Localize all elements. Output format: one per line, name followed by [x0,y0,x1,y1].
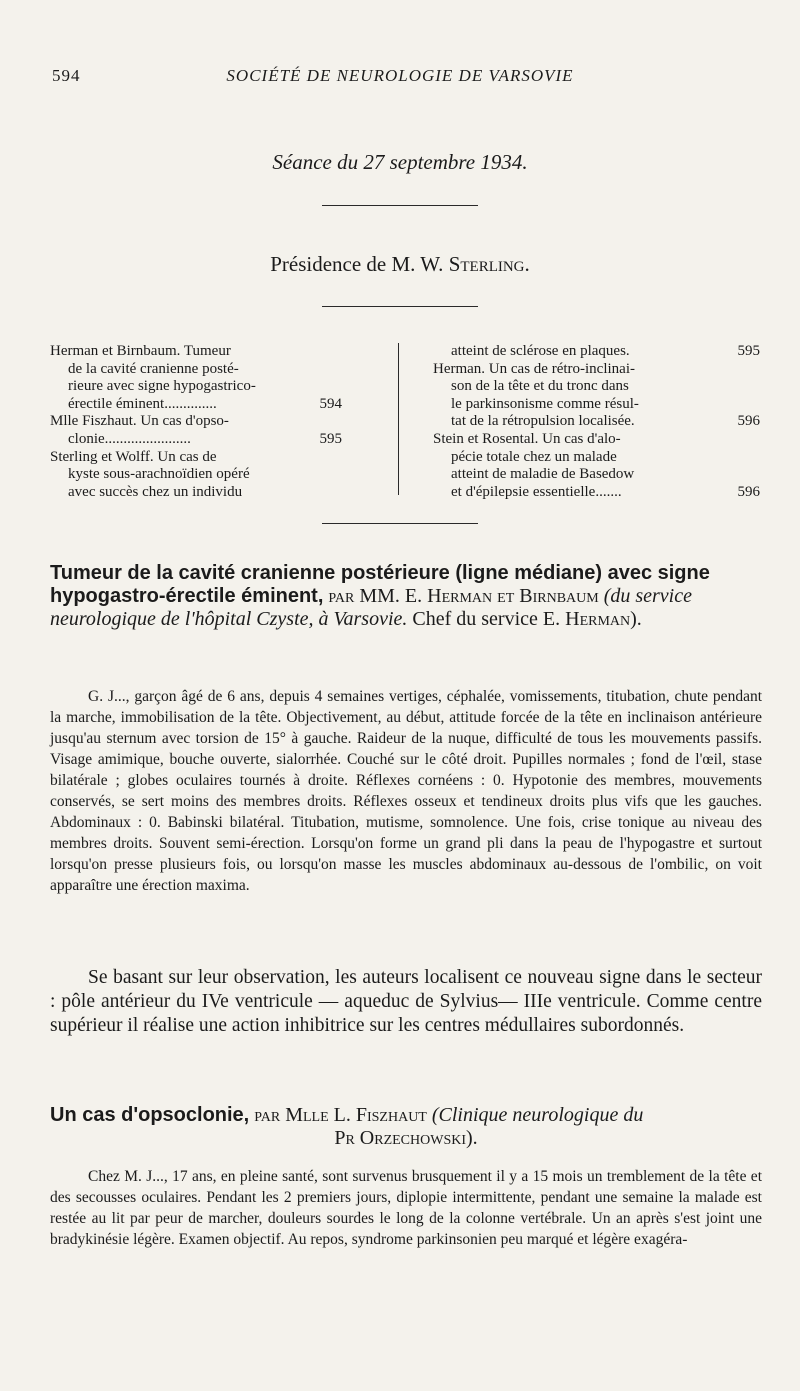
toc-line: Stein et Rosental. Un cas d'alo- [433,430,621,447]
toc-column-right [433,343,760,501]
article-author: par Mlle L. Fiszhaut [249,1104,432,1126]
toc-line: son de la tête et du tronc dans [451,378,629,395]
article-affiliation-rest: Chef du service [407,608,538,630]
toc-line: atteint de sclérose en plaques. [451,343,630,359]
toc-line: rieure avec signe hypogastrico- [68,378,256,395]
presidency-prefix: Présidence de M. W. [270,252,449,276]
toc-line: atteint de maladie de Basedow [451,466,635,483]
article-authors: par MM. E. Herman et Birnbaum [323,585,599,607]
toc-column-divider [398,343,399,495]
divider-rule [322,523,478,524]
toc-entry [433,361,760,431]
toc-page: 596 [737,413,760,430]
toc-entry [50,449,342,502]
running-title: SOCIÉTÉ DE NEUROLOGIE DE VARSOVIE [226,66,574,85]
session-heading: Séance du 27 septembre 1934. [272,150,528,174]
article-title [50,562,762,631]
toc-line: clonie....................... [68,430,191,447]
article-conclusion: Se basant sur leur observation, les auteurs localisent ce nouveau signe dans le secteur : pôle antérieur du IVe ventricule — aqueduc de Sylvius— IIIe ventricule. Comme centre supérieur il réalise une action inhibitrice sur les centres médullaires subordonnés. [50,967,762,1036]
article-affiliation-rest: Pr Orzechowski). [334,1127,478,1149]
running-header [52,66,748,88]
toc-line: pécie totale chez un malade [451,448,617,465]
divider-rule [322,205,478,206]
article-paragraph: G. J..., garçon âgé de 6 ans, depuis 4 semaines vertiges, céphalée, vomissements, titubation, chute pendant la marche, immobilisation de la tête. Objectivement, au début, attitude forcée de la tête en inclinaison antérieure jusqu'au sternum avec torsion de 15° à gauche. Raideur de la nuque, difficulté de tous les mouvements passifs. Visage amimique, bouche ouverte, sialorrhée. Couché sur le côté droit. Pupilles normales ; fond de l'œil, stase bilatérale ; globes oculaires tournés à droite. Réflexes cornéens : 0. Hypotonie des membres, mouvements conservés, se sert moins des membres droits. Réflexes osseux et tendineux droits plus vifs que les gauches. Abdominaux : 0. Babinski bilatéral. Titubation, mutisme, somnolence. Une fois, crise tonique au niveau des membres droits. Souvent semi-érection. Lorsqu'on forme un grand pli dans la peau de l'hypogastre et surtout lorsqu'on presse plusieurs fois, ou lorsqu'on masse les muscles abdominaux au-dessous de l'ombilic, on voit apparaître une érection maxima. [50,688,762,894]
toc-line: avec succès chez un individu [68,483,243,500]
toc-line: Mlle Fiszhaut. Un cas d'opso- [50,413,229,430]
toc-line: Sterling et Wolff. Un cas de [50,448,217,465]
presidency-line [0,252,800,277]
toc-line: Herman et Birnbaum. Tumeur [50,343,231,359]
toc-line: érectile éminent.............. [68,395,217,412]
divider-rule [322,306,478,307]
toc-entry [433,343,760,361]
toc-line: le parkinsonisme comme résul- [451,395,639,412]
article-title [50,1104,762,1150]
toc-page: 596 [737,483,760,500]
toc-page: 594 [319,395,342,412]
toc-line: tat de la rétropulsion localisée. [451,413,635,430]
toc-page: 595 [737,343,760,359]
table-of-contents [50,343,760,500]
toc-line: Herman. Un cas de rétro-inclinai- [433,360,635,377]
article-chief: E. Herman). [542,608,642,630]
toc-page: 595 [319,430,342,447]
article-title-bold: Un cas d'opsoclonie, [50,1104,250,1126]
toc-line: de la cavité cranienne posté- [68,360,239,377]
article-title-bold: Tumeur de la cavité cranienne postérieure (ligne médiane) avec signe hypogastro-érectile éminent, [50,562,710,607]
article-affiliation: (du service neurologique de l'hôpital Czyste, à Varsovie. [50,585,692,630]
toc-entry [50,343,342,413]
president-name: Sterling. [448,252,530,276]
toc-line: et d'épilepsie essentielle....... [451,483,622,500]
toc-line: kyste sous-arachnoïdien opéré [68,466,250,483]
toc-entry [433,431,760,501]
page-number: 594 [52,66,81,85]
article-paragraph: Chez M. J..., 17 ans, en pleine santé, sont survenus brusquement il y a 15 mois un tremblement de la tête et des secousses oculaires. Pendant les 2 premiers jours, diplopie intermittente, pendant une semaine la malade est restée au lit par peur de marcher, douleurs sourdes le long de la colonne vertébrale. Un an après s'est joint une bradykinésie légère. Examen objectif. Au repos, syndrome parkinsonien peu marqué et légère exagéra- [50,1168,762,1248]
toc-entry [50,413,342,448]
article-affiliation: (Clinique neurologique du [431,1104,644,1126]
toc-column-left [50,343,342,501]
